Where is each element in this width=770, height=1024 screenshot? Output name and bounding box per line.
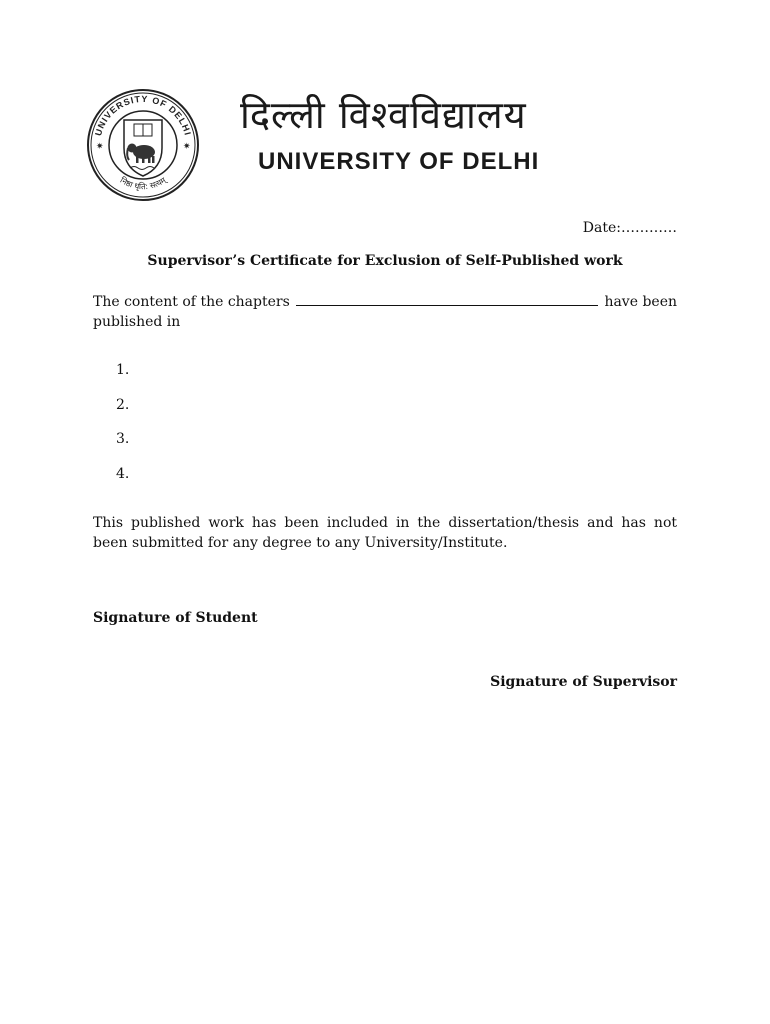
- supervisor-signature-label: Signature of Supervisor: [490, 674, 677, 690]
- declaration-paragraph: This published work has been included in the dissertation/thesis and has not been submitted for any degree to any University/Institute.: [93, 515, 677, 551]
- svg-text:निष्ठा धृति: सत्यम्: [119, 175, 170, 192]
- chapters-text-start: The content of the chapters: [93, 294, 290, 310]
- list-item: 2.: [116, 396, 130, 413]
- chapters-blank-line: [296, 292, 599, 306]
- list-item: 3.: [116, 431, 130, 447]
- hindi-university-title: दिल्ली विश्वविद्यालय: [240, 93, 527, 137]
- list-item: 1.: [116, 362, 130, 378]
- publication-list: [116, 360, 129, 498]
- chapters-paragraph: [93, 292, 677, 332]
- svg-text:✷: ✷: [96, 142, 104, 152]
- certificate-title: Supervisor’s Certificate for Exclusion of Self-Published work: [147, 253, 623, 269]
- university-seal-logo: [86, 88, 200, 202]
- seal-motto-text: निष्ठा धृति: सत्यम्: [118, 175, 168, 192]
- seal-ring-text: UNIVERSITY OF DELHI: [93, 93, 193, 137]
- english-university-title: UNIVERSITY OF DELHI: [258, 148, 540, 175]
- svg-text:✷: ✷: [183, 142, 191, 152]
- date-field: Date:…………: [582, 220, 677, 236]
- chapters-text-continued: published in: [93, 314, 181, 330]
- chapters-text-end: have been: [604, 294, 677, 310]
- student-signature-label: Signature of Student: [93, 610, 258, 626]
- list-item: 4.: [116, 465, 130, 482]
